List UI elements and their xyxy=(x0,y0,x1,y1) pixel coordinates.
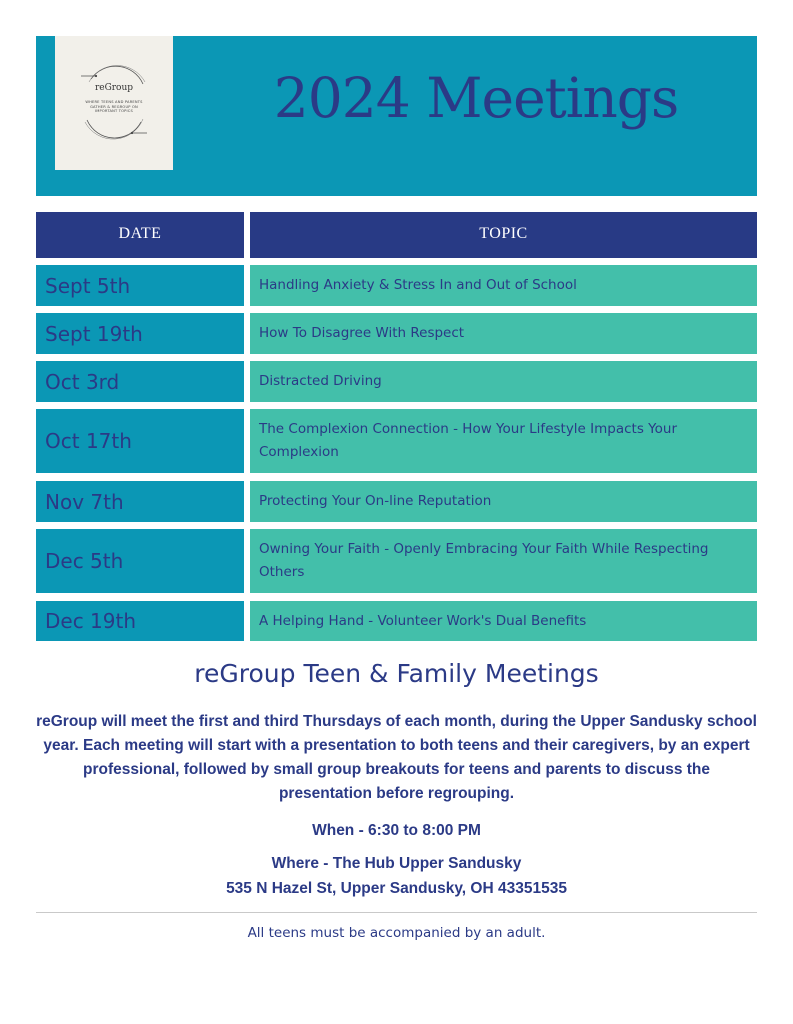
section-heading: reGroup Teen & Family Meetings xyxy=(194,659,599,688)
logo-tagline: WHERE TEENS AND PARENTS GATHER & REGROUP ON IMPORTANT TOPICS xyxy=(85,100,143,114)
table-row xyxy=(36,601,757,641)
date-cell: Dec 5th xyxy=(36,529,244,593)
topic-cell: How To Disagree With Respect xyxy=(250,313,757,354)
topic-cell: Protecting Your On-line Reputation xyxy=(250,481,757,522)
date-cell: Sept 5th xyxy=(36,265,244,306)
header-banner xyxy=(36,36,757,196)
table-row xyxy=(36,313,757,354)
divider xyxy=(36,912,757,913)
topic-column-header: TOPIC xyxy=(250,212,757,258)
date-cell: Oct 3rd xyxy=(36,361,244,402)
topic-cell: Owning Your Faith - Openly Embracing Your Faith While Respecting Others xyxy=(250,529,757,593)
topic-cell: Distracted Driving xyxy=(250,361,757,402)
description-paragraph: reGroup will meet the first and third Thursdays of each month, during the Upper Sandusky school year. Each meeting will start with a presentation to both teens and their caregivers, by an expert professional, followed by small group breakouts for teens and parents to discuss the presentation before regrouping. xyxy=(36,713,757,802)
meeting-time: When - 6:30 to 8:00 PM xyxy=(312,822,481,839)
table-row xyxy=(36,361,757,402)
date-cell: Nov 7th xyxy=(36,481,244,522)
table-row xyxy=(36,409,757,473)
logo-name: reGroup xyxy=(94,83,134,93)
page-title: 2024 Meetings xyxy=(273,66,679,130)
logo xyxy=(55,36,173,170)
topic-cell: A Helping Hand - Volunteer Work's Dual Benefits xyxy=(250,601,757,641)
topic-cell: Handling Anxiety & Stress In and Out of School xyxy=(250,265,757,306)
table-row xyxy=(36,265,757,306)
topic-cell: The Complexion Connection - How Your Lifestyle Impacts Your Complexion xyxy=(250,409,757,473)
table-row xyxy=(36,529,757,593)
meeting-address: 535 N Hazel St, Upper Sandusky, OH 43351535 xyxy=(226,880,567,897)
date-cell: Sept 19th xyxy=(36,313,244,354)
date-column-header: DATE xyxy=(36,212,244,258)
table-row xyxy=(36,481,757,522)
meeting-location: Where - The Hub Upper Sandusky xyxy=(271,855,522,872)
footnote: All teens must be accompanied by an adult. xyxy=(247,925,546,941)
date-cell: Dec 19th xyxy=(36,601,244,641)
date-cell: Oct 17th xyxy=(36,409,244,473)
